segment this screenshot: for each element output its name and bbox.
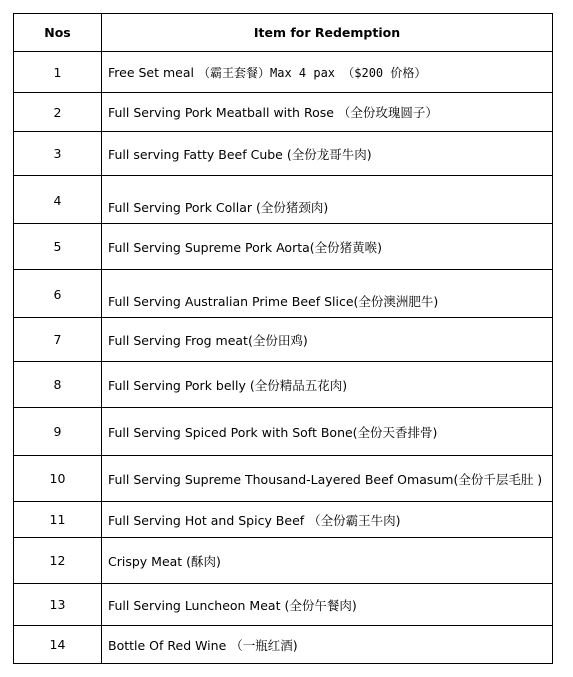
row-nos: 9 bbox=[53, 424, 62, 439]
row-item: Full Serving Pork belly (全份精品五花肉) bbox=[108, 377, 348, 393]
table-row bbox=[14, 175, 552, 223]
table-row bbox=[14, 501, 552, 537]
row-nos: 11 bbox=[49, 512, 66, 527]
table-row bbox=[14, 583, 552, 625]
table-row bbox=[14, 537, 552, 583]
table-row bbox=[14, 223, 552, 269]
row-item: Full Serving Frog meat(全份田鸡) bbox=[108, 332, 308, 348]
row-nos: 13 bbox=[49, 597, 66, 612]
row-item: Full Serving Australian Prime Beef Slice(全份澳洲肥牛) bbox=[108, 294, 439, 309]
header-nos: Nos bbox=[44, 25, 71, 40]
row-nos: 14 bbox=[49, 637, 66, 652]
row-nos: 8 bbox=[53, 377, 62, 392]
row-nos: 4 bbox=[53, 193, 62, 208]
table-row bbox=[14, 51, 552, 92]
header-item: Item for Redemption bbox=[253, 25, 401, 40]
row-item: Full Serving Hot and Spicy Beef （全份霸王牛肉) bbox=[108, 512, 401, 528]
row-nos: 12 bbox=[49, 553, 66, 568]
row-item: Crispy Meat (酥肉) bbox=[108, 553, 221, 569]
row-item: Full Serving Supreme Thousand-Layered Beef Omasum(全份千层毛肚 ) bbox=[108, 471, 543, 487]
table-row bbox=[14, 361, 552, 407]
row-nos: 5 bbox=[53, 239, 62, 254]
row-nos: 7 bbox=[53, 332, 62, 347]
table-header-row bbox=[14, 14, 552, 51]
table-row bbox=[14, 317, 552, 361]
row-item: Full Serving Luncheon Meat (全份午餐肉) bbox=[108, 597, 357, 613]
row-nos: 2 bbox=[53, 104, 62, 120]
row-item: Full Serving Supreme Pork Aorta(全份猪黄喉) bbox=[108, 239, 383, 255]
row-item: Full Serving Pork Meatball with Rose （全份玫瑰圆子） bbox=[108, 105, 438, 120]
table-row bbox=[14, 407, 552, 455]
row-item: Full serving Fatty Beef Cube (全份龙哥牛肉) bbox=[108, 146, 372, 162]
table-row bbox=[14, 92, 552, 131]
row-item bbox=[102, 52, 552, 92]
row-item: Bottle Of Red Wine （一瓶红酒) bbox=[108, 637, 298, 653]
row-item: Full Serving Pork Collar (全份猪颈肉) bbox=[108, 200, 329, 215]
table-row bbox=[14, 131, 552, 175]
row-nos: 1 bbox=[53, 64, 62, 80]
table-row bbox=[14, 625, 552, 663]
row-nos: 6 bbox=[53, 287, 62, 302]
row-item: Full Serving Spiced Pork with Soft Bone(全份天香排骨) bbox=[108, 424, 438, 440]
row-nos: 10 bbox=[49, 471, 66, 486]
row-nos: 3 bbox=[53, 146, 62, 161]
row-item-text: Free Set meal bbox=[108, 64, 194, 80]
redemption-table bbox=[13, 13, 553, 664]
row-item-detail: （霸王套餐）Max 4 pax （$200 价格） bbox=[198, 65, 427, 80]
table-row bbox=[14, 455, 552, 501]
table-row bbox=[14, 269, 552, 317]
